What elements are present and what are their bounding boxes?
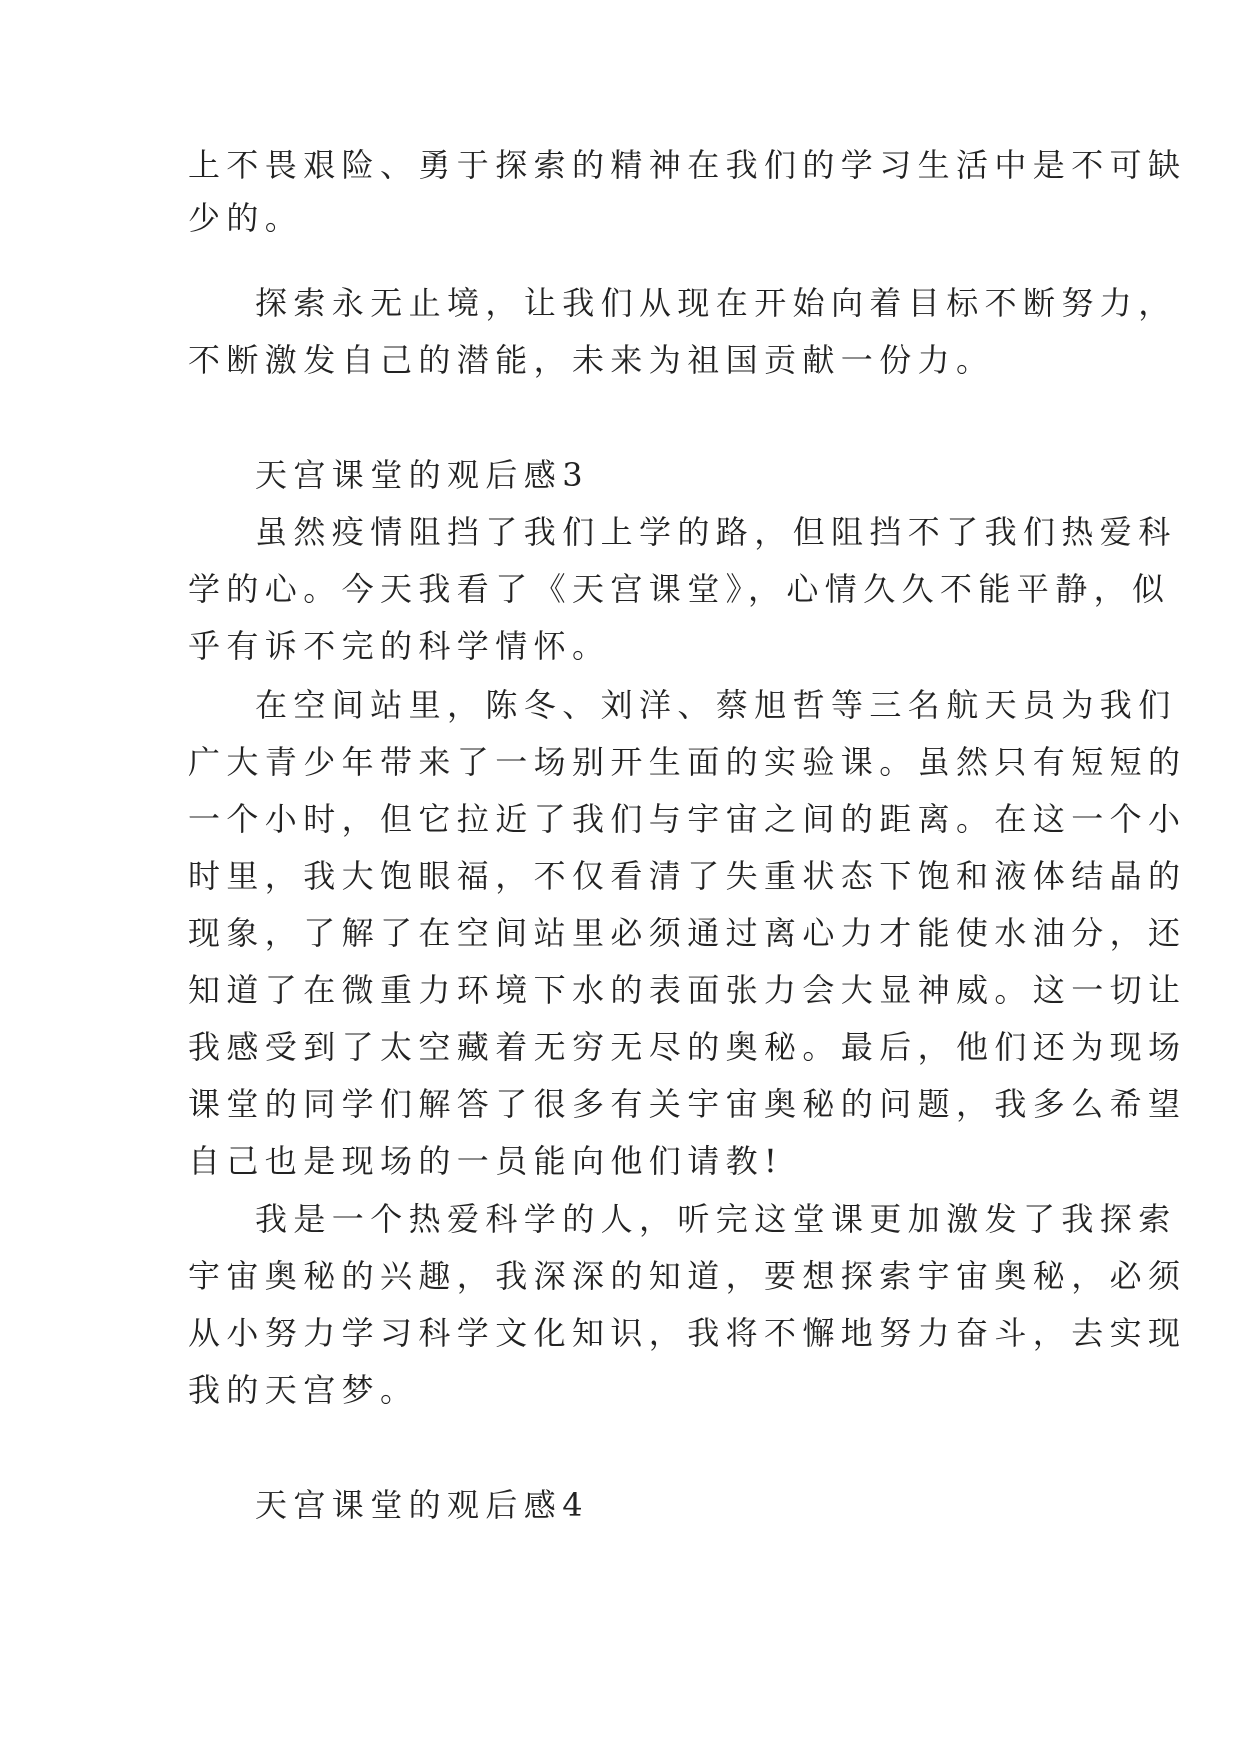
body-line: 我是一个热爱科学的人，听完这堂课更加激发了我探索 <box>255 1200 1177 1238</box>
body-line: 在空间站里，陈冬、刘洋、蔡旭哲等三名航天员为我们 <box>255 686 1177 724</box>
body-line: 知道了在微重力环境下水的表面张力会大显神威。这一切让 <box>188 971 1187 1009</box>
body-line: 广大青少年带来了一场别开生面的实验课。虽然只有短短的 <box>188 743 1187 781</box>
section-heading: 天宫课堂的观后感3 <box>255 456 589 494</box>
body-line: 时里，我大饱眼福，不仅看清了失重状态下饱和液体结晶的 <box>188 857 1187 895</box>
body-line: 课堂的同学们解答了很多有关宇宙奥秘的问题，我多么希望 <box>188 1085 1187 1123</box>
body-line: 探索永无止境，让我们从现在开始向着目标不断努力， <box>255 284 1177 322</box>
body-line: 虽然疫情阻挡了我们上学的路，但阻挡不了我们热爱科 <box>255 513 1177 551</box>
body-line: 不断激发自己的潜能，未来为祖国贡献一份力。 <box>188 341 995 379</box>
body-line: 自己也是现场的一员能向他们请教! <box>188 1142 784 1180</box>
body-line: 从小努力学习科学文化知识，我将不懈地努力奋斗，去实现 <box>188 1314 1187 1352</box>
body-line: 一个小时，但它拉近了我们与宇宙之间的距离。在这一个小 <box>188 800 1187 838</box>
body-line: 宇宙奥秘的兴趣，我深深的知道，要想探索宇宙奥秘，必须 <box>188 1257 1187 1295</box>
body-line: 我感受到了太空藏着无穷无尽的奥秘。最后，他们还为现场 <box>188 1028 1187 1066</box>
body-line: 我的天宫梦。 <box>188 1371 419 1409</box>
body-line: 乎有诉不完的科学情怀。 <box>188 627 611 665</box>
body-line: 学的心。今天我看了《天宫课堂》，心情久久不能平静，似 <box>188 570 1171 608</box>
body-line: 少的。 <box>188 199 304 237</box>
body-line: 上不畏艰险、勇于探索的精神在我们的学习生活中是不可缺 <box>188 146 1187 184</box>
body-line: 现象，了解了在空间站里必须通过离心力才能使水油分，还 <box>188 914 1187 952</box>
section-heading: 天宫课堂的观后感4 <box>255 1486 589 1524</box>
